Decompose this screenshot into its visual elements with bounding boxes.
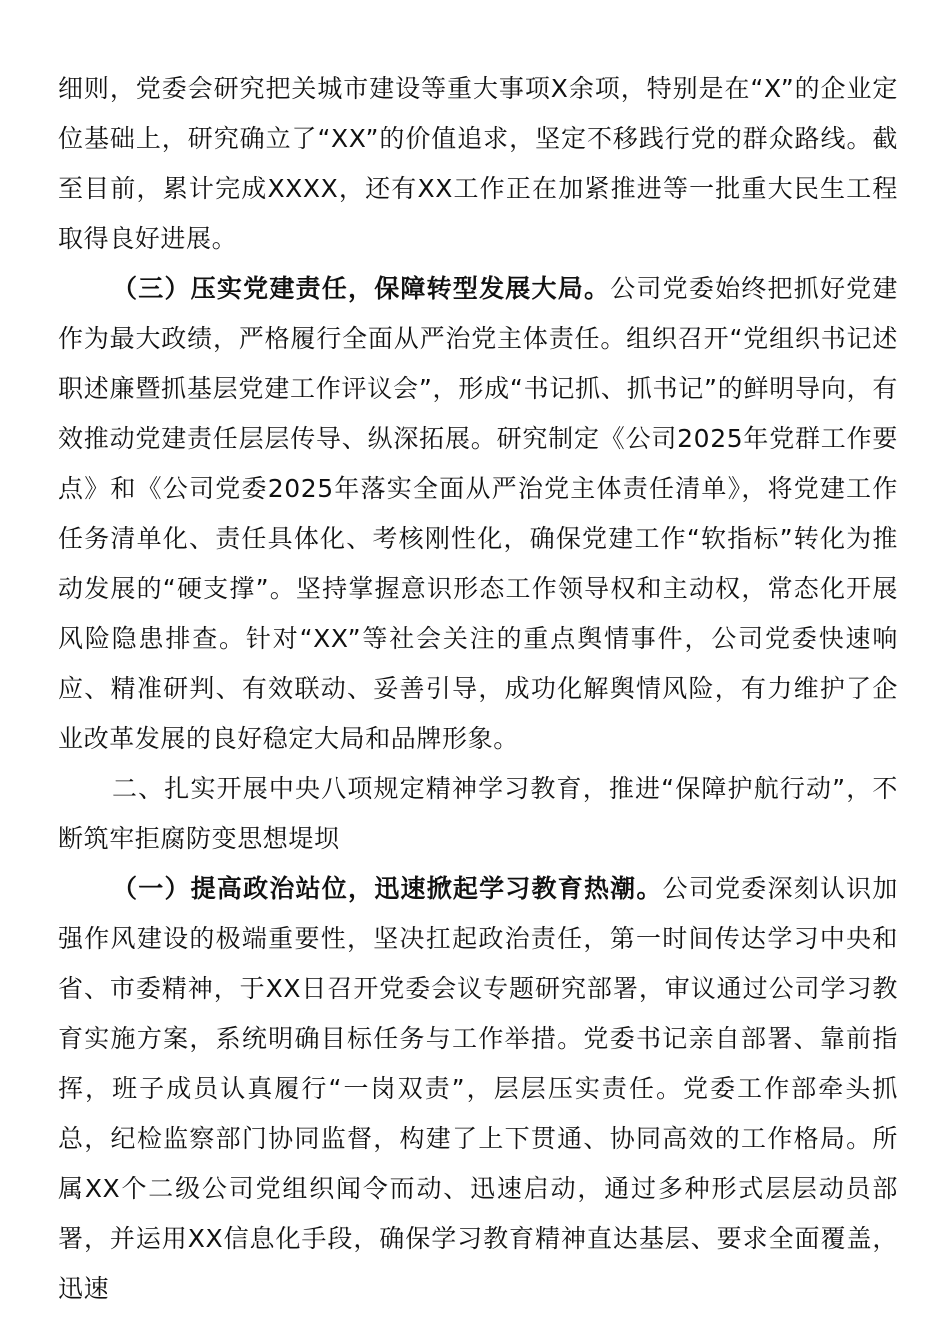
paragraph-1-body: 细则，党委会研究把关城市建设等重大事项X余项，特别是在“X”的企业定位基础上，研究确立了“XX”的价值追求，坚定不移践行党的群众路线。截至目前，累计完成XXXX，还有XX工作正在加紧推进等一批重大民生工程取得良好进展。 (58, 74, 898, 253)
paragraph-2-body: 公司党委始终把抓好党建作为最大政绩，严格履行全面从严治党主体责任。组织召开“党组织书记述职述廉暨抓基层党建工作评议会”，形成“书记抓、抓书记”的鲜明导向，有效推动党建责任层层传导、纵深拓展。研究制定《公司2025年党群工作要点》和《公司党委2025年落实全面从严治党主体责任清单》，将党建工作任务清单化、责任具体化、考核刚性化，确保党建工作“软指标”转化为推动发展的“硬支撑”。坚持掌握意识形态工作领导权和主动权，常态化开展风险隐患排查。针对“XX”等社会关注的重点舆情事件，公司党委快速响应、精准研判、有效联动、妥善引导，成功化解舆情风险，有力维护了企业改革发展的良好稳定大局和品牌形象。 (58, 274, 898, 753)
paragraph-4 (58, 864, 898, 1314)
paragraph-3-body: 二、扎实开展中央八项规定精神学习教育，推进“保障护航行动”，不断筑牢拒腐防变思想堤坝 (58, 774, 898, 853)
paragraph-4-body: 公司党委深刻认识加强作风建设的极端重要性，坚决扛起政治责任，第一时间传达学习中央和省、市委精神，于XX日召开党委会议专题研究部署，审议通过公司学习教育实施方案，系统明确目标任务与工作举措。党委书记亲自部署、靠前指挥，班子成员认真履行“一岗双责”，层层压实责任。党委工作部牵头抓总，纪检监察部门协同监督，构建了上下贯通、协同高效的工作格局。所属XX个二级公司党组织闻令而动、迅速启动，通过多种形式层层动员部署，并运用XX信息化手段，确保学习教育精神直达基层、要求全面覆盖，迅速 (58, 874, 898, 1303)
paragraph-1 (58, 64, 898, 264)
paragraph-2-heading: （三）压实党建责任，保障转型发展大局。 (112, 274, 611, 303)
paragraph-3-section-heading (58, 764, 898, 864)
paragraph-2 (58, 264, 898, 764)
paragraph-4-heading: （一）提高政治站位，迅速掀起学习教育热潮。 (112, 874, 663, 903)
